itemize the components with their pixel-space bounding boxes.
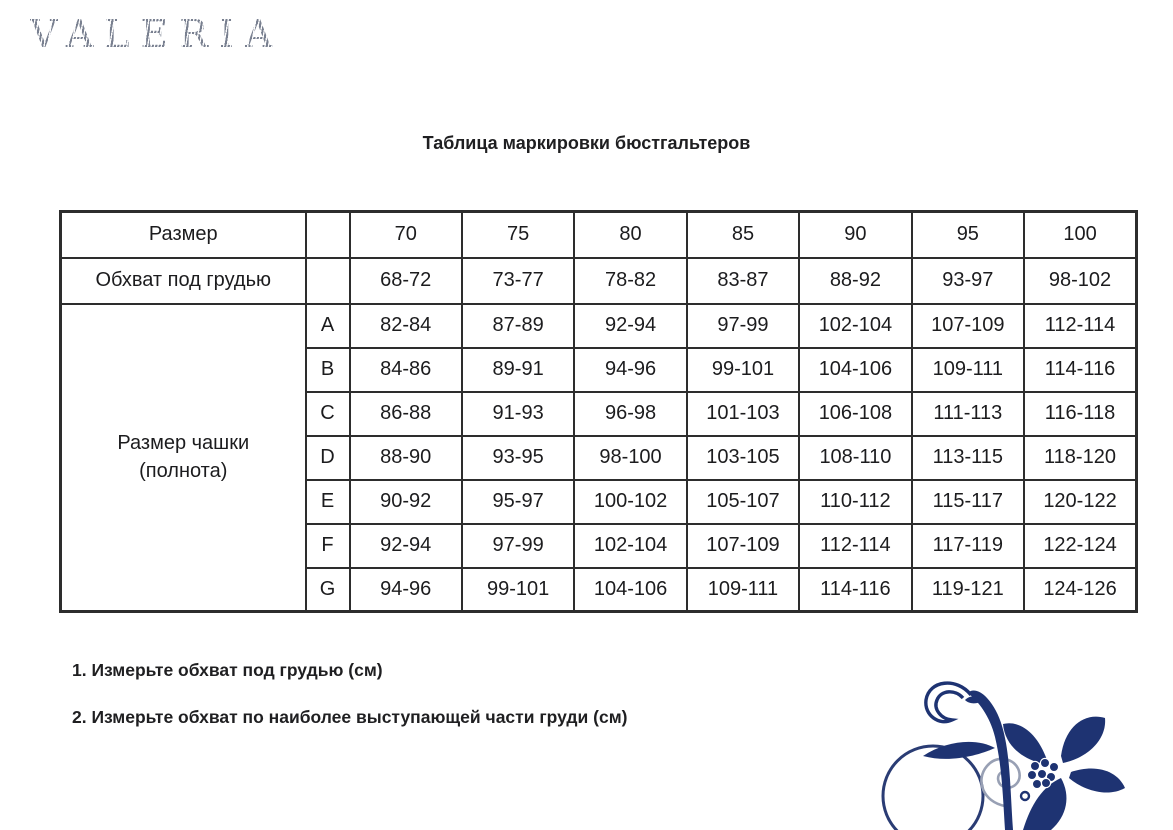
- page-title: Таблица маркировки бюстгальтеров: [422, 133, 751, 153]
- cell: 100-102: [574, 480, 686, 524]
- brand-logo: VALERIA: [30, 12, 284, 56]
- empty-cell: [306, 212, 350, 258]
- cell: 118-120: [1024, 436, 1136, 480]
- cell: 108-110: [799, 436, 911, 480]
- cup-label-line2: (полнота): [139, 460, 228, 483]
- cell: 107-109: [687, 524, 799, 568]
- empty-cell: [306, 258, 350, 304]
- instruction-1: 1. Измерьте обхват под грудью (см): [72, 660, 383, 680]
- cell: 110-112: [799, 480, 911, 524]
- cell: 105-107: [687, 480, 799, 524]
- cell: 112-114: [1024, 304, 1136, 348]
- cup-letter-G: G: [306, 568, 350, 612]
- cell: 117-119: [912, 524, 1024, 568]
- cell: 104-106: [799, 348, 911, 392]
- cell: 91-93: [462, 392, 574, 436]
- cell: 99-101: [687, 348, 799, 392]
- cell: 82-84: [350, 304, 462, 348]
- cell: 73-77: [462, 258, 574, 304]
- measurement-instructions: [72, 660, 627, 754]
- table-row-underbust: [61, 258, 1137, 304]
- size-90: 90: [799, 212, 911, 258]
- cell: 114-116: [799, 568, 911, 612]
- table-row-cup-A: [61, 304, 1137, 348]
- cell: 84-86: [350, 348, 462, 392]
- cell: 83-87: [687, 258, 799, 304]
- cell: 99-101: [462, 568, 574, 612]
- cell: 90-92: [350, 480, 462, 524]
- cell: 88-90: [350, 436, 462, 480]
- underbust-label: Обхват под грудью: [61, 258, 306, 304]
- cell: 113-115: [912, 436, 1024, 480]
- cell: 109-111: [687, 568, 799, 612]
- cell: 101-103: [687, 392, 799, 436]
- cup-letter-E: E: [306, 480, 350, 524]
- table-row-sizes: [61, 212, 1137, 258]
- cup-letter-A: A: [306, 304, 350, 348]
- cell: 78-82: [574, 258, 686, 304]
- size-85: 85: [687, 212, 799, 258]
- size-table: [59, 210, 1138, 613]
- cell: 115-117: [912, 480, 1024, 524]
- cell: 98-100: [574, 436, 686, 480]
- cup-label-line1: Размер чашки: [117, 432, 250, 455]
- floral-flourish-ornament: [875, 674, 1135, 830]
- cell: 86-88: [350, 392, 462, 436]
- cell: 103-105: [687, 436, 799, 480]
- cell: 122-124: [1024, 524, 1136, 568]
- cell: 98-102: [1024, 258, 1136, 304]
- cell: 114-116: [1024, 348, 1136, 392]
- cell: 107-109: [912, 304, 1024, 348]
- cell: 88-92: [799, 258, 911, 304]
- cell: 124-126: [1024, 568, 1136, 612]
- cell: 120-122: [1024, 480, 1136, 524]
- cup-letter-D: D: [306, 436, 350, 480]
- cell: 116-118: [1024, 392, 1136, 436]
- cell: 102-104: [574, 524, 686, 568]
- size-100: 100: [1024, 212, 1136, 258]
- cell: 93-95: [462, 436, 574, 480]
- size-70: 70: [350, 212, 462, 258]
- size-75: 75: [462, 212, 574, 258]
- instruction-2: 2. Измерьте обхват по наиболее выступающей части груди (см): [72, 707, 628, 727]
- cup-letter-C: C: [306, 392, 350, 436]
- cell: 94-96: [350, 568, 462, 612]
- cup-size-label: [61, 304, 306, 612]
- cell: 92-94: [350, 524, 462, 568]
- cell: 109-111: [912, 348, 1024, 392]
- cell: 102-104: [799, 304, 911, 348]
- cell: 97-99: [462, 524, 574, 568]
- cell: 94-96: [574, 348, 686, 392]
- cell: 112-114: [799, 524, 911, 568]
- cell: 95-97: [462, 480, 574, 524]
- cell: 87-89: [462, 304, 574, 348]
- cell: 97-99: [687, 304, 799, 348]
- cell: 68-72: [350, 258, 462, 304]
- size-table-container: [59, 210, 1138, 613]
- size-80: 80: [574, 212, 686, 258]
- cell: 104-106: [574, 568, 686, 612]
- cup-letter-F: F: [306, 524, 350, 568]
- cell: 119-121: [912, 568, 1024, 612]
- size-95: 95: [912, 212, 1024, 258]
- cell: 111-113: [912, 392, 1024, 436]
- cup-letter-B: B: [306, 348, 350, 392]
- cell: 92-94: [574, 304, 686, 348]
- cell: 96-98: [574, 392, 686, 436]
- cell: 93-97: [912, 258, 1024, 304]
- size-label: Размер: [61, 212, 306, 258]
- cell: 106-108: [799, 392, 911, 436]
- cell: 89-91: [462, 348, 574, 392]
